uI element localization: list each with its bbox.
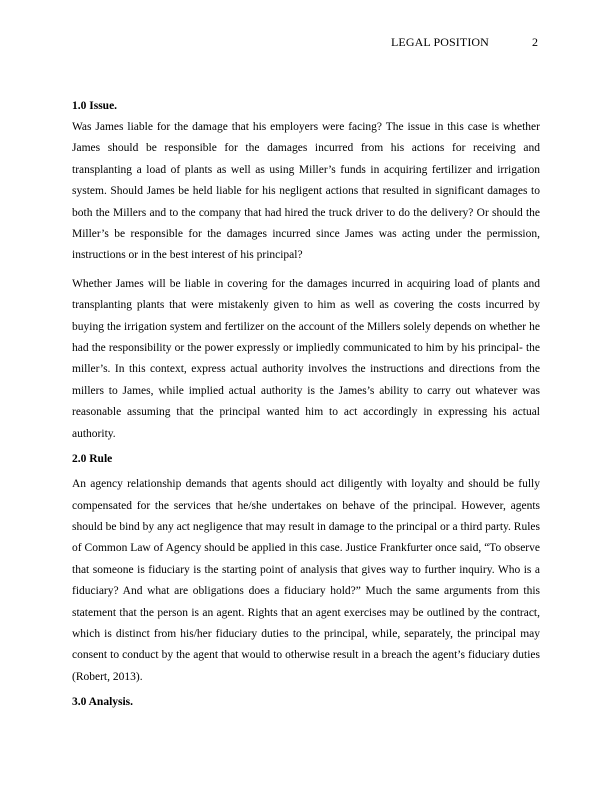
running-title: LEGAL POSITION — [391, 35, 489, 49]
section-heading-analysis: 3.0 Analysis. — [72, 696, 134, 709]
section-heading-rule: 2.0 Rule — [72, 453, 113, 466]
issue-paragraph-1: Was James liable for the damage that his employers were facing? The issue in this case is whether James should be responsible for the damages incurred from his actions for receiving and transplanting a load of plants as well as using Miller’s funds in acquiring fertilizer and irrigation system. Should James be held liable for his negligent actions that resulted in significant damages to both the Millers and to the company that had hired the truck driver to do the delivery? Or should the Miller’s be responsible for the damages incurred since James was acting under the permission, instructions or in the best interest of his principal? — [72, 121, 540, 262]
document-body — [72, 96, 540, 713]
page-number: 2 — [532, 35, 538, 49]
issue-paragraph-2: Whether James will be liable in covering for the damages incurred in acquiring load of plants and transplanting plants that were mistakenly given to him as well as covering the costs incurred by buying the irrigation system and fertilizer on the account of the Millers solely depends on whether he had the responsibility or the power expressly or impliedly communicated to him by his principal- the miller’s. In this context, express actual authority involves the instructions and directions from the millers to James, while implied actual authority is the James’s ability to carry out whatever was reasonable assuming that the principal wanted him to act accordingly in expressing his actual authority. — [72, 277, 540, 440]
rule-paragraph-1: An agency relationship demands that agents should act diligently with loyalty and should be fully compensated for the services that he/she undertakes on behave of the principal. However, agents should be bind by any act negligence that may result in damage to the principal or a third party. Rules of Common Law of Agency should be applied in this case. Justice Frankfurter once said, “To observe that someone is fiduciary is the starting point of analysis that gives way to further inquiry. Who is a fiduciary? And what are obligations does a fiduciary hold?” Much the same arguments from this statement that the person is an agent. Rights that an agent exercises may be outlined by the contract, which is distinct from his/her fiduciary duties to the principal, while, separately, the principal may consent to conduct by the agent that would to otherwise result in a breach the agent’s fiduciary duties (Robert, 2013). — [72, 478, 540, 683]
section-heading-issue: 1.0 Issue. — [72, 100, 118, 112]
running-header — [0, 35, 612, 51]
